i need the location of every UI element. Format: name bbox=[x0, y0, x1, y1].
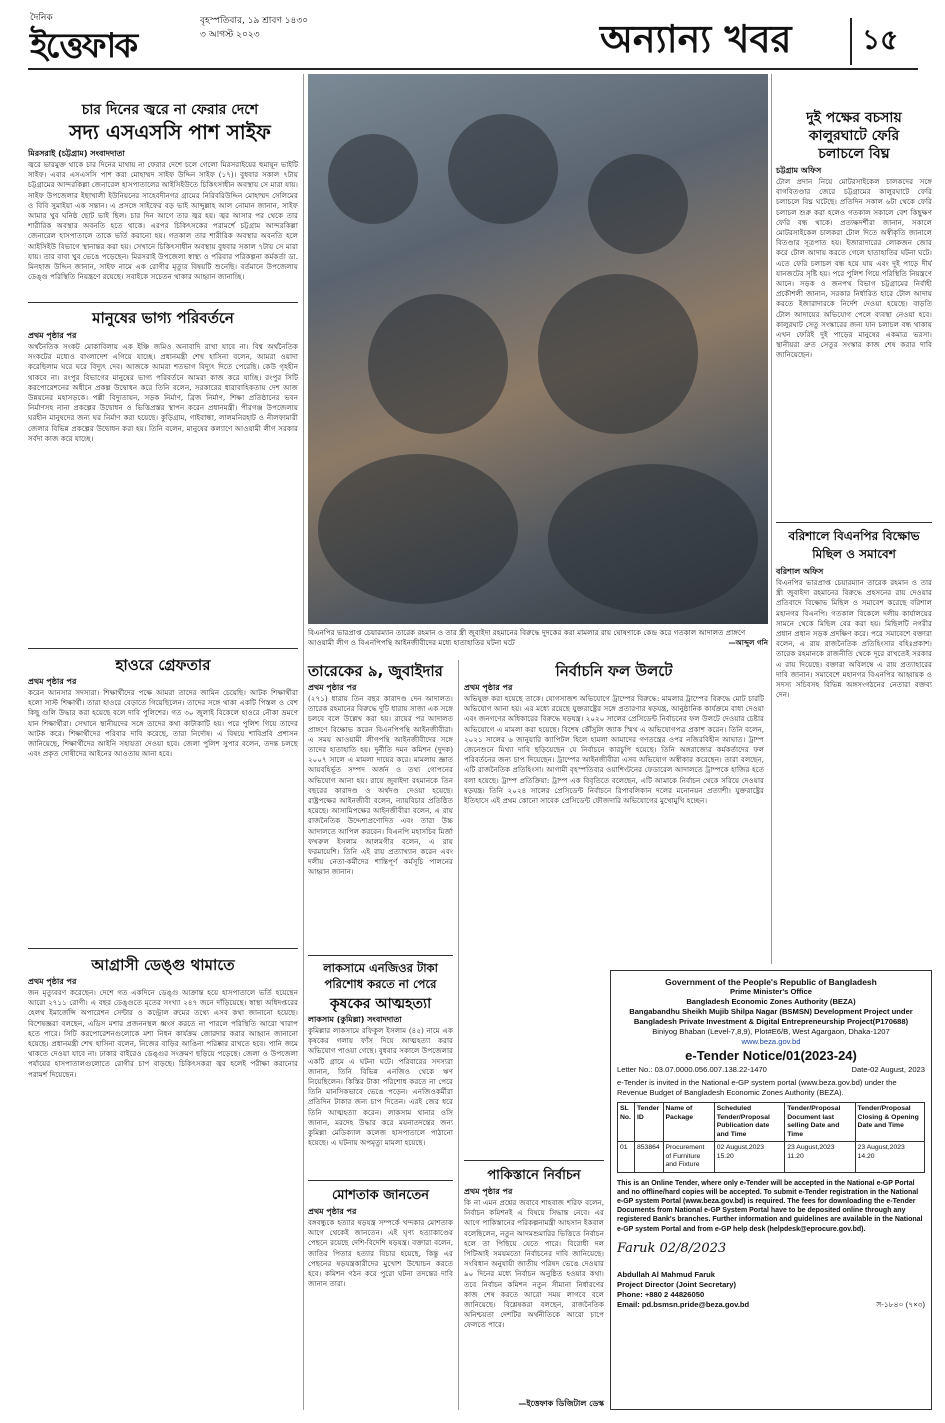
table-cell: 01 bbox=[618, 1142, 635, 1173]
election-headline: নির্বাচনি ফল উলটে bbox=[555, 662, 673, 680]
divider bbox=[776, 522, 932, 523]
page-number: ১৫ bbox=[850, 18, 898, 65]
fate-body: অর্থনৈতিক সংকট মোকাবিলায় এক ইঞ্চি জমিও অনাবাদি রাখা যাবে না। বিশ্ব অর্থনৈতিক সংকটের মধ্যেও বাংলাদেশ এগিয়ে যাচ্ছে। প্রধানমন্ত্রী শেখ হাসিনা বলেন, আমরা ওয়াদা করেছিলাম ঘরে ঘরে বিদ্যুৎ দেব। আজকে আমরা শতভাগ বিদ্যুৎ দিতে পেরেছি। কেউ গৃহহীন থাকবে না। রংপুর বিভাগের মানুষের ভাগ্য পরিবর্তনে আমরা কাজ করে যাচ্ছি। রংপুর সিটি করপোরেশনের অধীনে প্রকল্প উদ্বোধন করে তিনি বলেন, সরকারের ধারাবাহিকতায় দেশ আজ উন্নয়নের মহাসড়কে। পল্লী বিদ্যুতায়ন, সড়ক নির্মাণ, ব্রিজ নির্মাণ, শিক্ষা প্রতিষ্ঠানের ভবন নির্মাণসহ নানা প্রকল্পের উদ্বোধন ও ভিত্তিপ্রস্তর স্থাপন করেন প্রধানমন্ত্রী। পীরগঞ্জ উপজেলায় ঘরহীন মানুষদের জন্য ঘর নির্মাণ করা হয়েছে। কুড়িগ্রাম, গাইবান্ধা, লালমনিরহাট ও নীলফামারী জেলার বিভিন্ন প্রকল্পের উদ্বোধন করা হয়। তিনি বলেন, মানুষের কল্যাণে আওয়ামী লীগ সরকার সর্বদা কাজ করে যাচ্ছে। bbox=[28, 342, 298, 443]
table-cell: 853864 bbox=[635, 1142, 664, 1173]
tender-intro: e-Tender is invited in the National e-GP system portal (www.beza.gov.bd) under the Revenue Budget of Bangladesh Economic Zones Authority (BEZA). bbox=[617, 1078, 897, 1097]
divider bbox=[28, 648, 298, 649]
lead-headline-2: সদ্য এসএসসি পাশ সাইফ bbox=[69, 120, 271, 144]
tender-project-line: Bangabandhu Sheikh Mujib Shilpa Nagar (BSMSN) Development Project under Bangladesh Private Investment & Digital Entrepreneurship Project(P170688) bbox=[629, 1007, 913, 1026]
tender-address-line: Biniyog Bhaban (Level-7,8,9), Plot#E6/B, West Agargaon, Dhaka-1207 bbox=[652, 1027, 890, 1036]
tender-date: Date-02 August, 2023 bbox=[851, 1065, 925, 1074]
table-cell: 02 August,2023 15.20 bbox=[714, 1142, 784, 1173]
newspaper-logo bbox=[30, 10, 170, 66]
tarique-body: (২৭১) ধারায় তিন বছর কারাদণ্ড দেন আদালত। তারেক রহমানের বিরুদ্ধে দুটি ধারায় সাজা এক সঙ্গে চলবে বলে উল্লেখ করা হয়। রায়ের পর আদালত প্রাঙ্গণে বিক্ষোভ করেন বিএনপিপন্থি আইনজীবীরা। এ সময় আওয়ামী লীগপন্থি আইনজীবীদের সঙ্গে তাদের হাতাহাতি হয়। দুর্নীতি দমন কমিশন (দুদক) ২০০৭ সালে এ মামলা দায়ের করে। মামলায় জ্ঞাত আয়বহির্ভূত সম্পদ অর্জন ও তথ্য গোপনের অভিযোগ আনা হয়। রায়ে জুবাইদা রহমানকে তিন বছরের কারাদণ্ড ও অর্থদণ্ড দেওয়া হয়েছে। রাষ্ট্রপক্ষের আইনজীবী বলেন, ন্যায়বিচার প্রতিষ্ঠিত হয়েছে। আসামিপক্ষের আইনজীবীরা বলেন, এ রায় রাজনৈতিক উদ্দেশ্যপ্রণোদিত এবং তারা উচ্চ আদালতে আপিল করবেন। বিএনপি মহাসচিব মির্জা ফখরুল ইসলাম আলমগীর বলেন, এ রায় ফরমায়েশি। তিনি এই রায় প্রত্যাখ্যান করেন এবং দলীয় নেতা-কর্মীদের শান্তিপূর্ণ কর্মসূচি পালনের আহ্বান জানান। bbox=[308, 694, 453, 877]
ferry-headline-3: চলাচলে বিঘ্ন bbox=[818, 146, 890, 162]
table-header: Tender/Proposal Document last selling Date and Time bbox=[785, 1103, 855, 1142]
tarique-kicker: প্রথম পৃষ্ঠার পর bbox=[308, 683, 357, 692]
pakistan-headline: পাকিস্তানে নির্বাচন bbox=[487, 1168, 581, 1183]
signature: Faruk 02/8/2023 bbox=[617, 1240, 727, 1256]
logo-small-text: দৈনিক bbox=[30, 13, 53, 23]
table-cell: Procurement of Furniture and Fixture bbox=[663, 1142, 714, 1173]
farmer-headline-3: কৃষকের আত্মহত্যা bbox=[329, 996, 432, 1012]
signer-title: Project Director (Joint Secretary) bbox=[617, 1279, 737, 1289]
tender-letter-no: Letter No.: 03.07.0000.056.007.138.22-1470 bbox=[617, 1065, 767, 1074]
arrest-headline: হাওরে গ্রেফতার bbox=[115, 656, 211, 674]
divider bbox=[28, 302, 298, 303]
fate-kicker: প্রথম পৃষ্ঠার পর bbox=[28, 331, 77, 340]
logo-name: ইত্তেফাক bbox=[30, 26, 137, 66]
lead-byline: মিরসরাই (চট্টগ্রাম) সংবাদদাতা bbox=[28, 149, 125, 158]
section-title: অন্যান্য খবর bbox=[600, 17, 792, 61]
fate-headline: মানুষের ভাগ্য পরিবর্তনে bbox=[92, 309, 234, 327]
table-cell: 23 August,2023 11.20 bbox=[785, 1142, 855, 1173]
table-header: Tender ID bbox=[635, 1103, 664, 1142]
photo-caption bbox=[308, 628, 768, 648]
barisal-byline: বরিশাল অফিস bbox=[776, 567, 824, 576]
pakistan-kicker: প্রথম পৃষ্ঠার পর bbox=[464, 1187, 513, 1196]
pakistan-body: কি না এমন প্রশ্নের জবাবে শাহবাজ শরিফ বলেন, নির্বাচন কমিশনই এ বিষয়ে সিদ্ধান্ত নেবে। এর আগে পাকিস্তানের পরিকল্পনামন্ত্রী আহসান ইকবাল বলেছিলেন, নতুন আদমশুমারির ভিত্তিতে নির্বাচন হলে তা পিছিয়ে যেতে পারে। বিরোধী দল পিটিআই সময়মতো নির্বাচনের দাবি জানিয়েছে। সংবিধান অনুযায়ী জাতীয় পরিষদ ভেঙে দেওয়ার ৯০ দিনের মধ্যে নির্বাচন অনুষ্ঠিত হওয়ার কথা। তবে নির্বাচন কমিশন নতুন সীমানা নির্ধারণের কাজ শেষ করতে আরো সময় লাগবে বলে জানিয়েছে। বিশ্লেষকরা বলছেন, রাজনৈতিক অনিশ্চয়তা দেশটির অর্থনীতিকে আরো চাপে ফেলতে পারে। bbox=[464, 1198, 604, 1330]
tarique-headline: তারেকের ৯, জুবাইদার bbox=[308, 662, 443, 680]
signer-name: Abdullah Al Mahmud Faruk bbox=[617, 1269, 716, 1279]
ferry-byline: চট্টগ্রাম অফিস bbox=[776, 166, 822, 175]
ferry-body: টোল প্রদান নিয়ে মোটরসাইকেল চালকদের সঙ্গে বাগবিতণ্ডার জেরে চট্টগ্রামের কালুরঘাটে ফেরি চলাচলে বিঘ্ন ঘটেছে। প্রতিদিন সকাল ৬টা থেকে ফেরি চলাচল শুরু করা হলেও গতকাল সকালে বেশ কিছুক্ষণ ফেরি বন্ধ থাকে। প্রত্যক্ষদর্শীরা জানান, সকালে মোটরসাইকেল চালকরা টোল দিতে অস্বীকৃতি জানালে বিতণ্ডার সূত্রপাত হয়। ইজারাদারের লোকজন জোর করে টোল আদায় করতে গেলে হাতাহাতির ঘটনা ঘটে। এতে ফেরি চলাচল বন্ধ হয়ে যায় এবং দুই পাড়ে দীর্ঘ যানজটের সৃষ্টি হয়। পরে পুলিশ গিয়ে পরিস্থিতি নিয়ন্ত্রণে আনে। সড়ক ও জনপথ বিভাগ চট্টগ্রামের নির্বাহী প্রকৌশলী জানান, সরকার নির্ধারিত হারে টোল আদায় করতে ইজারাদারকে নির্দেশ দেওয়া হয়েছে। বাড়তি টোল আদায়ের অভিযোগ পেলে ব্যবস্থা নেওয়া হবে। কালুরঘাট সেতু সংস্কারের জন্য যান চলাচল বন্ধ থাকায় এখন ফেরিই দুই পাড়ের মানুষের একমাত্র ভরসা। স্থানীয়রা দ্রুত সেতুর সংস্কার কাজ শেষ করার দাবি জানিয়েছেন। bbox=[776, 177, 932, 360]
election-kicker: প্রথম পৃষ্ঠার পর bbox=[464, 683, 513, 692]
divider bbox=[308, 955, 453, 956]
tender-title: e-Tender Notice/01(2023-24) bbox=[685, 1048, 857, 1063]
farmer-headline-2: পরিশোধ করতে না পেরে bbox=[324, 977, 437, 991]
divider bbox=[464, 1160, 604, 1161]
dateline bbox=[200, 14, 308, 42]
barisal-headline-2: মিছিল ও সমাবেশ bbox=[812, 547, 896, 561]
date-bangla: বৃহস্পতিবার, ১৯ শ্রাবণ ১৪৩০ bbox=[200, 16, 309, 26]
tender-website-link[interactable]: www.beza.gov.bd bbox=[741, 1037, 801, 1046]
mushtaq-headline: মোশতাক জানতেন bbox=[332, 1188, 429, 1203]
table-header-row bbox=[618, 1103, 925, 1142]
column-divider bbox=[771, 74, 772, 964]
mushtaq-kicker: প্রথম পৃষ্ঠার পর bbox=[308, 1207, 357, 1216]
dengue-headline: আগ্রাসী ডেঙ্গু থামাতে bbox=[91, 956, 235, 974]
barisal-headline-1: বরিশালে বিএনপির বিক্ষোভ bbox=[788, 529, 920, 543]
arrest-body: করেন আনসার সদস্যরা। শিক্ষার্থীদের পক্ষে আমরা তাদের জামিন চেয়েছি। আটক শিক্ষার্থীরা হলো সাস্ট শিক্ষার্থী। তারা হাওরে বেড়াতে গিয়েছিলেন। তাদের সঙ্গে থাকা একটি পিস্তল ও বেশ কিছু গুলি উদ্ধার করা হয়েছে বলে দাবি পুলিশের। গত ৩০ জুলাই বিকেলে হাওরে নৌকা ভ্রমণে যান শিক্ষার্থীরা। সেখানে স্থানীয়দের সঙ্গে তাদের কথা কাটাকাটি হয়। পরে পুলিশ গিয়ে তাদের আটক করে। শিক্ষার্থীদের পরিবার দাবি করেছে, তারা নির্দোষ। এ বিষয়ে শাবিপ্রবি প্রশাসন জানিয়েছে, শিক্ষার্থীদের আইনি সহায়তা দেওয়া হবে। জেলা পুলিশ সুপার বলেন, তদন্ত চলছে এবং প্রকৃত দোষীদের আইনের আওতায় আনা হবে। bbox=[28, 688, 298, 759]
ferry-headline-2: কালুরঘাটে ফেরি bbox=[808, 128, 900, 144]
ad-code: স-১৮৪০ (৭×৩) bbox=[876, 1299, 925, 1309]
lead-headline-1: চার দিনের জ্বরে না ফেরার দেশে bbox=[81, 102, 259, 118]
tender-table bbox=[617, 1102, 925, 1173]
table-header: Name of Package bbox=[663, 1103, 714, 1142]
signer-phone: Phone: +880 2 44826050 bbox=[617, 1289, 705, 1299]
date-english: ৩ আগস্ট ২০২৩ bbox=[200, 30, 260, 40]
divider bbox=[28, 948, 298, 949]
ferry-headline-1: দুই পক্ষের বচসায় bbox=[806, 110, 902, 126]
table-header: Tender/Proposal Closing & Opening Date and Time bbox=[855, 1103, 924, 1142]
farmer-headline-1: লাকসামে এনজিওর টাকা bbox=[323, 961, 438, 975]
table-header: SL No. bbox=[618, 1103, 635, 1142]
signer-email: Email: pd.bsmsn.pride@beza.gov.bd bbox=[617, 1299, 750, 1309]
column-divider bbox=[303, 74, 304, 1410]
table-row bbox=[618, 1142, 925, 1173]
election-body-cont bbox=[464, 970, 604, 1155]
dengue-body: জন মৃত্যুবরণ করেছেন। দেশে গত একদিনে ডেঙ্গু আক্রান্ত হয়ে হাসপাতালে ভর্তি হয়েছেন আরো ২৭১১ রোগী। এ বছর ডেঙ্গুতে মৃতের সংখ্যা ২৪৭ জনে দাঁড়িয়েছে। স্বাস্থ্য অধিদপ্তরের হেলথ ইমার্জেন্সি অপারেশন সেন্টার ও কন্ট্রোল রুমের তথ্যে এসব কথা জানানো হয়েছে। বিশেষজ্ঞরা বলছেন, এডিস মশার প্রজননস্থল ধ্বংস করতে না পারলে পরিস্থিতি আরো খারাপ হতে পারে। সিটি করপোরেশনগুলোকে মশা নিধন কার্যক্রম জোরদার করার আহ্বান জানানো হয়েছে। প্রধানমন্ত্রী শেখ হাসিনা বলেন, নিজের বাড়ির আঙিনা পরিষ্কার রাখতে হবে। পানি জমে থাকতে দেওয়া যাবে না। ঢাকার বাইরেও ডেঙ্গুর সংক্রমণ ছড়িয়ে পড়েছে। জেলা ও উপজেলা পর্যায়ের হাসপাতালগুলোতে রোগীর চাপ বাড়ছে। চিকিৎসকরা জ্বর হলেই পরীক্ষা করানোর পরামর্শ দিয়েছেন। bbox=[28, 988, 298, 1079]
photo-credit: —আব্দুল গনি bbox=[728, 638, 768, 647]
caption-text: বিএনপির ভারপ্রাপ্ত চেয়ারম্যান তারেক রহমান ও তার স্ত্রী জুবাইদা রহমানের বিরুদ্ধে দুদকের করা মামলার রায় ঘোষণাকে কেন্দ্র করে গতকাল আদালত প্রাঙ্গণে আওয়ামী লীগ ও বিএনপিপন্থি আইনজীবীদের মধ্যে হাতাহাতির ঘটনা ঘটে bbox=[308, 628, 746, 647]
tender-gov-line: Government of the People's Republic of Bangladesh bbox=[665, 977, 877, 987]
tender-notice-ad bbox=[610, 970, 932, 1410]
table-header: Scheduled Tender/Proposal Publication date and Time bbox=[714, 1103, 784, 1142]
column-divider bbox=[458, 660, 459, 1410]
election-body: অভিযুক্ত করা হয়েছে তাকে। যোগসাজশ অভিযোগে ট্রাম্পের বিরুদ্ধে: মামলার ট্রাম্পের বিরুদ্ধে মোট চারটি অভিযোগ আনা হয়। এর মধ্যে রয়েছে যুক্তরাষ্ট্রের সঙ্গে প্রতারণার ষড়যন্ত্র, আনুষ্ঠানিক কার্যক্রমে বাধা দেওয়া এবং জনগণের অধিকারের বিরুদ্ধে ষড়যন্ত্র। ২০২০ সালের প্রেসিডেন্ট নির্বাচনের ফল উলটে দেওয়ার চেষ্টার অভিযোগে এ মামলা করা হয়েছে। বিশেষ কৌঁসুলি জ্যাক স্মিথ এ অভিযোগপত্র প্রকাশ করেন। তিনি বলেন, ২০২১ সালের ৬ জানুয়ারি ক্যাপিটল হিলে হামলা আমাদের গণতন্ত্রের ওপর নজিরবিহীন আঘাত। ট্রাম্প জেনেশুনে মিথ্যা দাবি ছড়িয়েছেন যে নির্বাচনে কারচুপি হয়েছে। তিনি অঙ্গরাজ্যের কর্মকর্তাদের ফল পরিবর্তনের জন্য চাপ দিয়েছেন। ট্রাম্পের আইনজীবীরা এসব অভিযোগ অস্বীকার করেছেন। তারা বলছেন, এটি রাজনৈতিক প্রতিহিংসা। আগামী বৃহস্পতিবার ওয়াশিংটনের ফেডারেল আদালতে ট্রাম্পকে হাজির হতে বলা হয়েছে। ট্রাম্প প্রতিক্রিয়া: ট্রাম্প এক বিবৃতিতে বলেছেন, এটি আমাকে নির্বাচন থেকে সরিয়ে দেওয়ার ষড়যন্ত্র। তিনি ২০২৪ সালের প্রেসিডেন্ট নির্বাচনে রিপাবলিকান দলের মনোনয়ন প্রত্যাশী। যুক্তরাষ্ট্রের ইতিহাসে এই প্রথম কোনো সাবেক প্রেসিডেন্ট ফৌজদারি অভিযোগের মুখোমুখি হচ্ছেন। bbox=[464, 694, 764, 806]
farmer-body: কুমিল্লার লাকসামে রফিকুল ইসলাম (৪৫) নামে এক কৃষকের গলায় ফাঁস দিয়ে আত্মহত্যা করার অভিযোগ পাওয়া গেছে। বুধবার সকালে উপজেলার একটি গ্রামে এ ঘটনা ঘটে। পরিবারের সদস্যরা জানান, তিনি বিভিন্ন এনজিও থেকে ঋণ নিয়েছিলেন। কিস্তির টাকা পরিশোধ করতে না পেরে তিনি মানসিকভাবে ভেঙে পড়েন। এনজিওকর্মীরা প্রতিদিন টাকার জন্য চাপ দিতেন। এরই জের ধরে তিনি আত্মহত্যা করেন। লাকসাম থানার ওসি জানান, মরদেহ উদ্ধার করে ময়নাতদন্তের জন্য কুমিল্লা মেডিক্যাল কলেজ হাসপাতালে পাঠানো হয়েছে। এ ঘটনায় অপমৃত্যু মামলা হয়েছে। bbox=[308, 1026, 453, 1148]
farmer-byline: লাকসাম (কুমিল্লা) সংবাদদাতা bbox=[308, 1015, 402, 1024]
divider bbox=[308, 1180, 453, 1181]
mushtaq-body: বঙ্গবন্ধুকে হত্যার ষড়যন্ত্র সম্পর্কে খন্দকার মোশতাক আগে থেকেই জানতেন। এই ঘৃণ্য হত্যাকাণ্ডের পেছনে রয়েছে দেশি-বিদেশি ষড়যন্ত্র। বক্তারা বলেন, জাতির পিতার হত্যার বিচার হয়েছে, কিন্তু এর পেছনের ষড়যন্ত্রকারীদের মুখোশ উন্মোচন করতে হবে। কমিশন গঠন করে পুরো ঘটনা তদন্তের দাবি জানান তারা। bbox=[308, 1218, 453, 1289]
tender-office-line: Prime Minister's Office bbox=[730, 987, 812, 996]
barisal-body: বিএনপির ভারপ্রাপ্ত চেয়ারম্যান তারেক রহমান ও তার স্ত্রী জুবাইদা রহমানের বিরুদ্ধে প্রহসনের রায় দেওয়ার প্রতিবাদে বিক্ষোভ মিছিল ও সমাবেশ করেছে বরিশাল মহানগর বিএনপি। গতকাল বিকেলে দলীয় কার্যালয়ের সামনে থেকে মিছিল বের করা হয়। মিছিলটি নগরীর প্রধান প্রধান সড়ক প্রদক্ষিণ করে। পরে সমাবেশে বক্তারা বলেন, এ রায় রাজনৈতিক প্রতিহিংসার বহিঃপ্রকাশ। তারেক রহমানকে রাজনীতি থেকে দূরে রাখতেই সরকার এ রায় দিয়েছে। বক্তারা অবিলম্বে এ রায় প্রত্যাহারের দাবি জানান। সমাবেশে মহানগর বিএনপির আহ্বায়ক ও সদস্য সচিবসহ বিভিন্ন অঙ্গসংগঠনের নেতারা বক্তব্য দেন। bbox=[776, 578, 932, 700]
news-photo-court-scuffle bbox=[308, 74, 768, 624]
arrest-kicker: প্রথম পৃষ্ঠার পর bbox=[28, 677, 77, 686]
tender-authority-line: Bangladesh Economic Zones Authority (BEZA) bbox=[686, 997, 856, 1006]
pakistan-credit: —ইত্তেফাক ডিজিটাল ডেস্ক bbox=[518, 1399, 604, 1408]
table-cell: 23 August,2023 14.20 bbox=[855, 1142, 924, 1173]
tender-footer-note: This is an Online Tender, where only e-Tender will be accepted in the National e-GP Portal and no offline/hard copies will be accepted. To submit e-Tender registration in the National e-GP system Portal (www.beza.gov.bd) is required. The fees for downloading the e-Tender Documents from National e-GP System Portal have to be deposited online through any registered Bank's branches. Further information and guidelines are available in the National e-GP system Portal and from e-GP help desk (helpdesk@eprocure.gov.bd). bbox=[617, 1179, 923, 1233]
lead-body: জ্বরে ভারমুক্ত থাকে চার দিনের মাথায় না ফেরার দেশে চলে গেলো মিরসরাইয়ের হুমায়ূন ভাইটি সাইফ। এবার এসএসসি পাশ করা মোহাম্মদ সাইফ উদ্দিন সাইফ (১৭)। বুধবার সকাল ৭টায় চট্টগ্রামের আন্দরকিল্লা জেনারেল হাসপাতালের আইসিইউতে চিকিৎসাধীন অবস্থায় সে মারা যায়। সাইফ উপজেলার ইছাখালী ইউনিয়নের সাহেবদীনগর গ্রামের নিরিবরিউদ্দিন মোহাম্মদ সেলিমের ও বিবি সুমাইয়া এক সন্তান। এ প্রসঙ্গে সাইফের বড় ভাই আব্দুল্লাহ আল নোমান জানান, সাইফ আমার খুব ঘনিষ্ঠ ছোট ভাই ছিল। চার দিন আগে তার জ্বর হয়। জ্বর আসার পর থেকে তার শারীরিক অবস্থার অবনতি হতে থাকে। এরপর চিকিৎসকের পরামর্শে চট্টগ্রাম আন্দরকিল্লা জেনারেল হাসপাতালে তাকে ভর্তি করানো হয়। গতকাল তার শারীরিক অবস্থার অবনতি হলে আইসিইউ বিভাগে স্থানান্তর করা হয়। সেখানে চিকিৎসাধীন অবস্থায় বুধবার সকাল ৭টায় সে মারা যায়। তার বাবা খুব ভেঙে পড়েছেন। মিরসরাই উপজেলা স্বাস্থ্য ও পরিবার পরিকল্পনা কর্মকর্তা ডা. মিনহাজ উদ্দিন জানান, সাইফ নামে এক রোগীর মৃত্যুর বিষয়টি শুনেছি। বর্তমানে উপজেলায় ডেঙ্গু পরিস্থিতি নিয়ন্ত্রণে রয়েছে। সবাইকে সচেতন থাকার আহ্বান জানাচ্ছি। bbox=[28, 160, 298, 282]
dengue-kicker: প্রথম পৃষ্ঠার পর bbox=[28, 977, 77, 986]
